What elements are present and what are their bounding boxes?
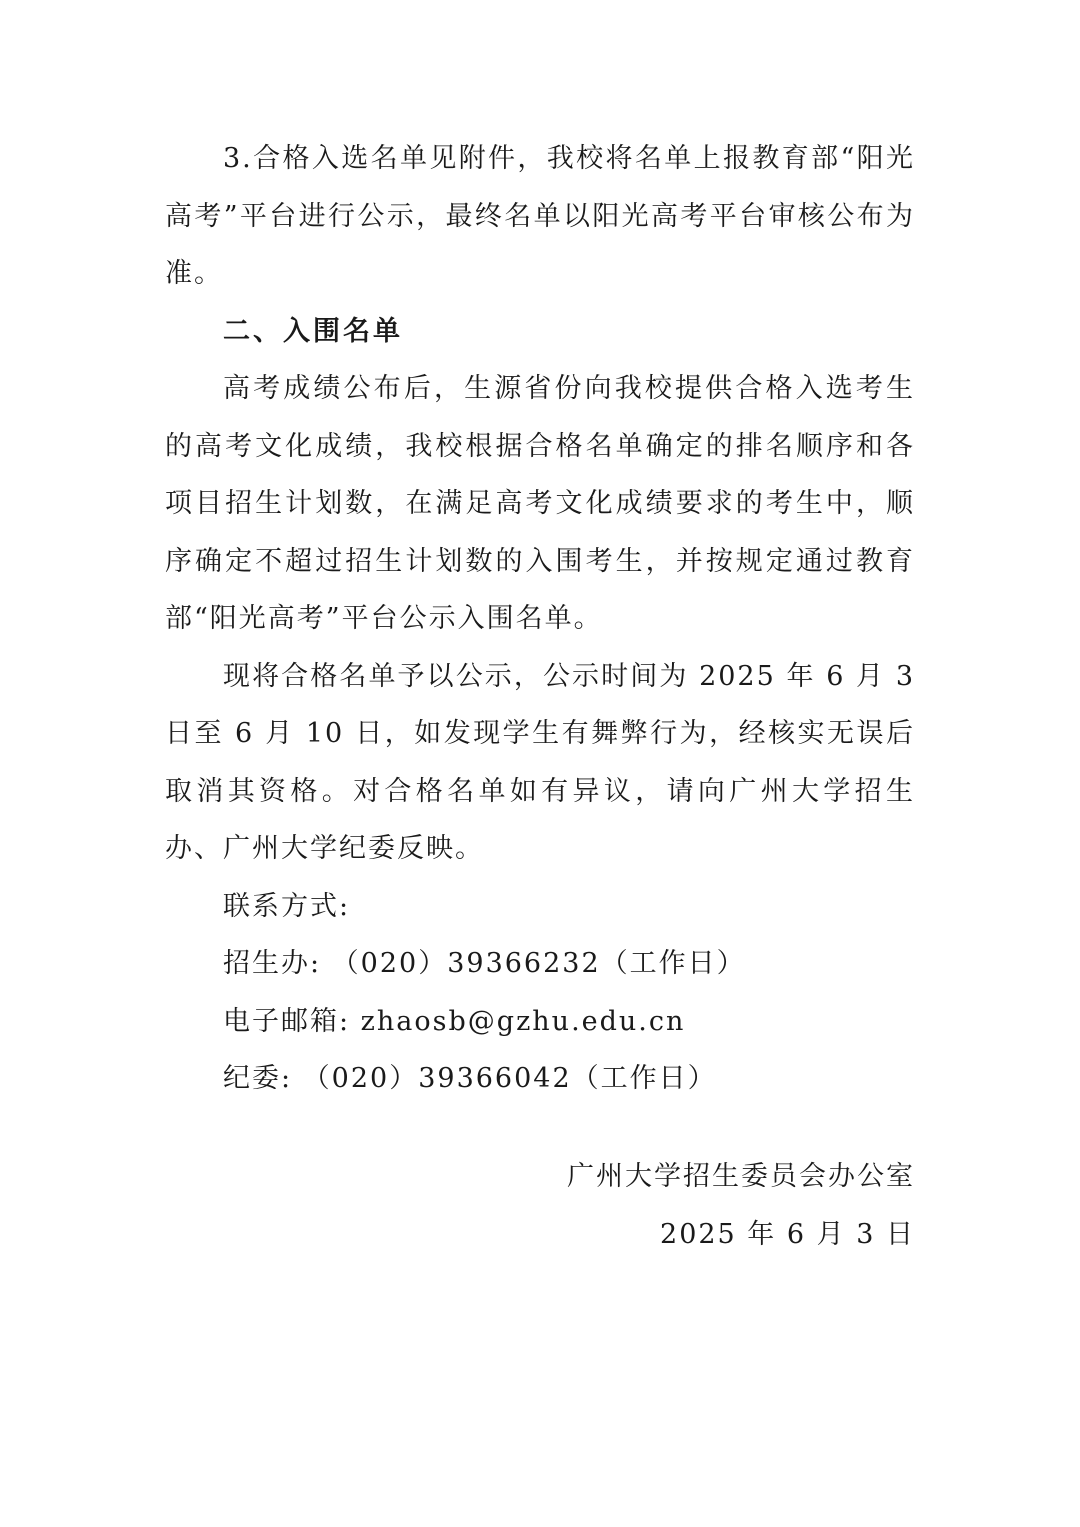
signature-block xyxy=(567,1148,915,1263)
paragraph-public-notice: 现将合格名单予以公示，公示时间为 2025 年 6 月 3 日至 6 月 10 日，如发现学生有舞弊行为，经核实无误后取消其资格。对合格名单如有异议，请向广州大学招生办、广州大学纪委反映。 xyxy=(165,660,915,864)
signature-date: 2025 年 6 月 3 日 xyxy=(660,1218,915,1250)
paragraph-item-3: 3.合格入选名单见附件，我校将名单上报教育部“阳光高考”平台进行公示，最终名单以阳光高考平台审核公布为准。 xyxy=(165,143,915,289)
contact-admissions-office: 招生办: （020）39366232（工作日） xyxy=(223,948,746,979)
signature-office: 广州大学招生委员会办公室 xyxy=(567,1161,915,1192)
section-heading-shortlist: 二、入围名单 xyxy=(223,315,403,347)
contact-discipline-committee: 纪委: （020）39366042（工作日） xyxy=(223,1063,717,1094)
document-body xyxy=(165,130,915,1108)
contact-email: 电子邮箱: zhaosb@gzhu.edu.cn xyxy=(223,1005,686,1037)
contact-title: 联系方式: xyxy=(223,890,351,922)
paragraph-shortlist: 高考成绩公布后，生源省份向我校提供合格入选考生的高考文化成绩，我校根据合格名单确定的排名顺序和各项目招生计划数，在满足高考文化成绩要求的考生中，顺序确定不超过招生计划数的入围考生，并按规定通过教育部“阳光高考”平台公示入围名单。 xyxy=(165,373,915,634)
